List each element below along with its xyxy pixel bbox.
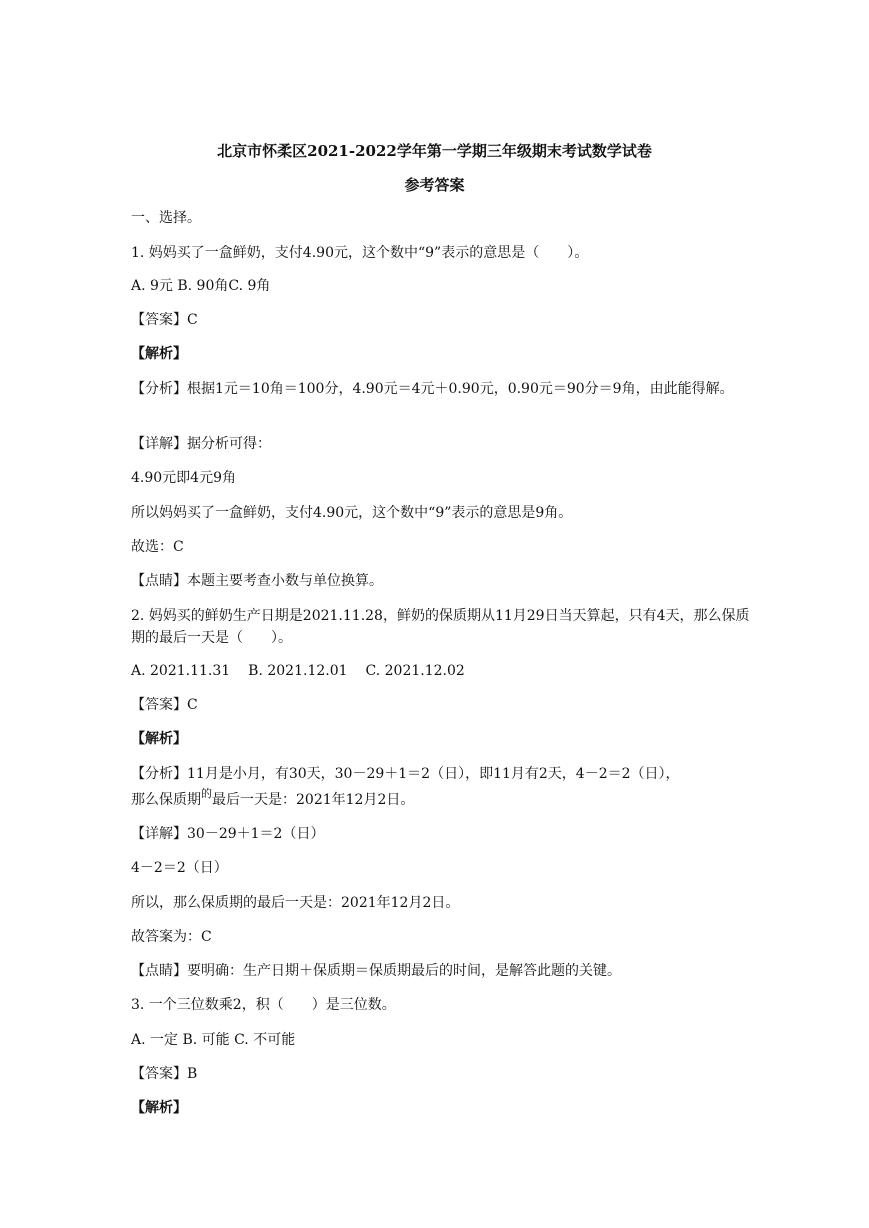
document-subtitle: 参考答案 [404,176,465,194]
q2-question: 2. 妈妈买的鲜奶生产日期是2021.11.28，鲜奶的保质期从11月29日当天算起，只有4天，那么保质期的最后一天是（ ）。 [131,608,750,646]
q2-choice: 故答案为：C [131,929,212,945]
q1-detail-1: 4.90元即4元9角 [131,470,236,486]
q1-analysis-head: 【解析】 [131,346,187,362]
q3-options: A. 一定 B. 可能 C. 不可能 [131,1032,296,1048]
q1-detail-head: 【详解】据分析可得： [131,436,271,452]
q3-question: 3. 一个三位数乘2，积（ ）是三位数。 [131,997,396,1013]
q2-option-c: C. 2021.12.02 [365,663,465,679]
q2-detail-1: 【详解】30－29＋1＝2（日） [131,826,325,842]
q1-options: A. 9元 B. 90角C. 9角 [131,278,271,294]
q3-answer: 【答案】B [131,1066,198,1082]
q1-analysis: 【分析】根据1元＝10角＝100分，4.90元＝4元＋0.90元，0.90元＝90分＝9角，由此能得解。 [131,381,734,397]
section-heading: 一、选择。 [131,210,201,226]
q2-options [131,661,751,681]
q2-answer: 【答案】C [131,697,198,713]
q2-option-a: A. 2021.11.31 [131,663,231,679]
q2-analysis-line2: 那么保质期$^的$最后一天是：2021年12月2日。 [131,787,415,808]
q3-analysis-head: 【解析】 [131,1100,187,1116]
q1-answer: 【答案】C [131,312,198,328]
q2-comment: 【点睛】要明确：生产日期＋保质期＝保质期最后的时间，是解答此题的关键。 [131,963,621,979]
q1-detail-2: 所以妈妈买了一盒鲜奶，支付4.90元，这个数中“9”表示的意思是9角。 [131,505,573,521]
q1-question: 1. 妈妈买了一盒鲜奶，支付4.90元，这个数中“9”表示的意思是（ ）。 [131,245,589,261]
q1-choice: 故选：C [131,539,184,555]
q1-comment: 【点睛】本题主要考查小数与单位换算。 [131,573,383,589]
q2-analysis-line1: 【分析】11月是小月，有30天，30－29＋1＝2（日），即11月有2天，4－2＝2（日）， [131,766,680,782]
document-title: 北京市怀柔区2021-2022学年第一学期三年级期末考试数学试卷 [217,142,652,160]
q2-option-b: B. 2021.12.01 [248,663,348,679]
q2-detail-2: 4－2＝2（日） [131,860,228,876]
q2-detail-3: 所以，那么保质期的最后一天是：2021年12月2日。 [131,895,460,911]
q2-analysis-head: 【解析】 [131,731,187,747]
